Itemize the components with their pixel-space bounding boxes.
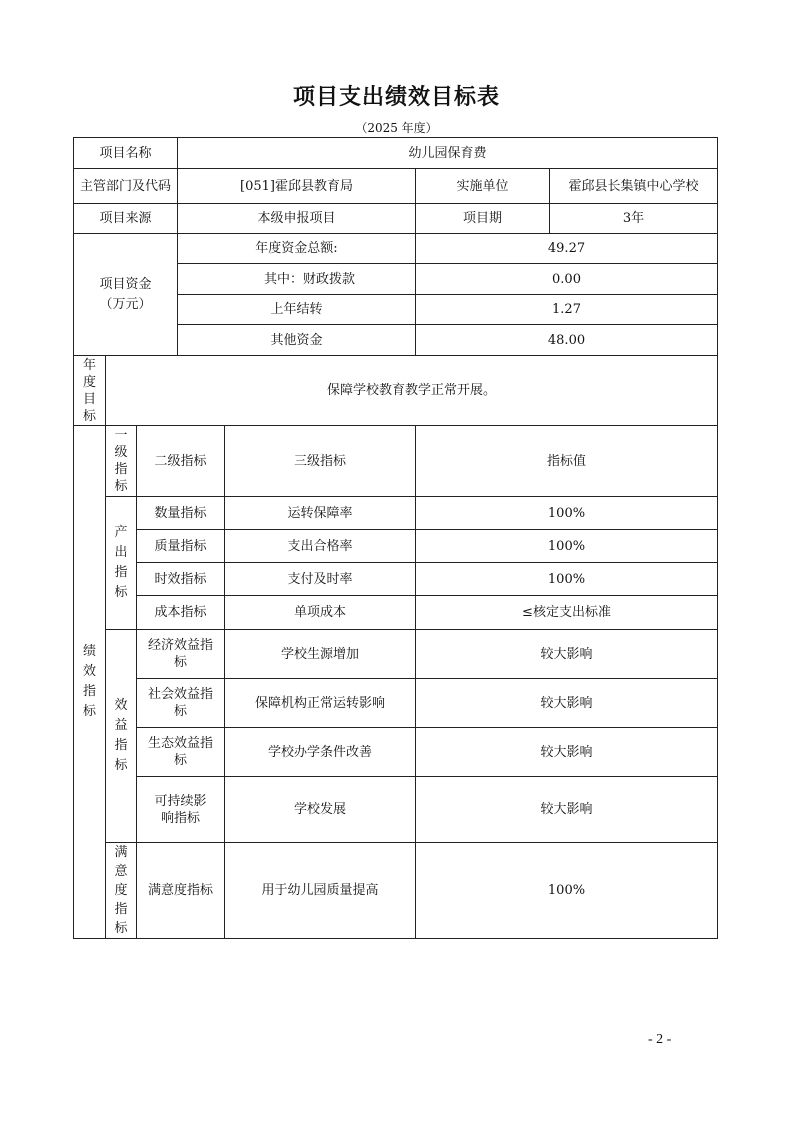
annual-goal-value: 保障学校教育教学正常开展。: [106, 356, 718, 426]
benefit-value: 较大影响: [416, 728, 718, 777]
table-row: [74, 777, 718, 843]
source-label: 项目来源: [74, 204, 178, 234]
project-name-value: 幼儿园保育费: [178, 138, 718, 169]
table-row: [74, 843, 718, 939]
funds-fiscal-label: 其中：财政拨款: [178, 264, 416, 295]
output-l3: 支出合格率: [225, 530, 416, 563]
benefit-l3: 保障机构正常运转影响: [225, 679, 416, 728]
funds-carry-label: 上年结转: [178, 295, 416, 325]
benefit-l2: 社会效益指标: [137, 679, 225, 728]
row-project-name: [74, 138, 718, 169]
table-row: [74, 497, 718, 530]
funds-label: [74, 234, 178, 356]
header-level3: 三级指标: [225, 426, 416, 497]
output-value: ≤核定支出标准: [416, 596, 718, 630]
funds-carry-value: 1.27: [416, 295, 718, 325]
impl-unit-label: 实施单位: [416, 169, 550, 204]
output-value: 100%: [416, 563, 718, 596]
satisfaction-value: 100%: [416, 843, 718, 939]
row-department: [74, 169, 718, 204]
indicators-label-text: 绩效指标: [82, 644, 96, 719]
benefit-label-text: 效益指标: [114, 698, 128, 773]
benefit-l2: 生态效益指标: [137, 728, 225, 777]
output-l2: 时效指标: [137, 563, 225, 596]
output-value: 100%: [416, 497, 718, 530]
row-indicator-header: [74, 426, 718, 497]
satisfaction-l3: 用于幼儿园质量提高: [225, 843, 416, 939]
funds-total-label: 年度资金总额:: [178, 234, 416, 264]
funds-other-value: 48.00: [416, 325, 718, 356]
page-number: - 2 -: [648, 1032, 672, 1047]
benefit-value: 较大影响: [416, 630, 718, 679]
project-name-label: 项目名称: [74, 138, 178, 169]
benefit-value: 较大影响: [416, 679, 718, 728]
row-funds-total: [74, 234, 718, 264]
output-value: 100%: [416, 530, 718, 563]
output-l3: 支付及时率: [225, 563, 416, 596]
header-level2: 二级指标: [137, 426, 225, 497]
performance-table: [73, 137, 718, 939]
annual-goal-label: [74, 356, 106, 426]
satisfaction-label-text: 满意度指标: [114, 845, 128, 936]
output-label-text: 产出指标: [114, 525, 128, 600]
period-value: 3年: [550, 204, 718, 234]
output-l2: 数量指标: [137, 497, 225, 530]
source-value: 本级申报项目: [178, 204, 416, 234]
period-label: 项目期: [416, 204, 550, 234]
benefit-l3: 学校生源增加: [225, 630, 416, 679]
page-title: 项目支出绩效目标表: [292, 85, 500, 110]
table-row: [74, 728, 718, 777]
header-value: 指标值: [416, 426, 718, 497]
year-label: （2025 年度）: [355, 121, 438, 135]
department-value: [051]霍邱县教育局: [178, 169, 416, 204]
output-l2: 质量指标: [137, 530, 225, 563]
table-row: [74, 630, 718, 679]
output-l2: 成本指标: [137, 596, 225, 630]
row-source: [74, 204, 718, 234]
benefit-l3: 学校发展: [225, 777, 416, 843]
table-row: [74, 530, 718, 563]
department-label: 主管部门及代码: [74, 169, 178, 204]
impl-unit-value: 霍邱县长集镇中心学校: [550, 169, 718, 204]
funds-other-label: 其他资金: [178, 325, 416, 356]
indicators-label: [74, 426, 106, 939]
header-level1-text: 一级指标: [114, 428, 128, 494]
benefit-l3: 学校办学条件改善: [225, 728, 416, 777]
table-row: [74, 596, 718, 630]
benefit-l2: 可持续影响指标: [137, 777, 225, 843]
funds-fiscal-value: 0.00: [416, 264, 718, 295]
benefit-label: [106, 630, 137, 843]
funds-total-value: 49.27: [416, 234, 718, 264]
funds-label-text: 项目资金（万元）: [99, 276, 152, 312]
output-l3: 单项成本: [225, 596, 416, 630]
output-l3: 运转保障率: [225, 497, 416, 530]
header-level1: [106, 426, 137, 497]
benefit-l2: 经济效益指标: [137, 630, 225, 679]
table-row: [74, 563, 718, 596]
satisfaction-label: [106, 843, 137, 939]
satisfaction-l2: 满意度指标: [137, 843, 225, 939]
benefit-value: 较大影响: [416, 777, 718, 843]
table-row: [74, 679, 718, 728]
annual-goal-label-text: 年度目标: [82, 357, 96, 424]
row-annual-goal: [74, 356, 718, 426]
output-label: [106, 497, 137, 630]
